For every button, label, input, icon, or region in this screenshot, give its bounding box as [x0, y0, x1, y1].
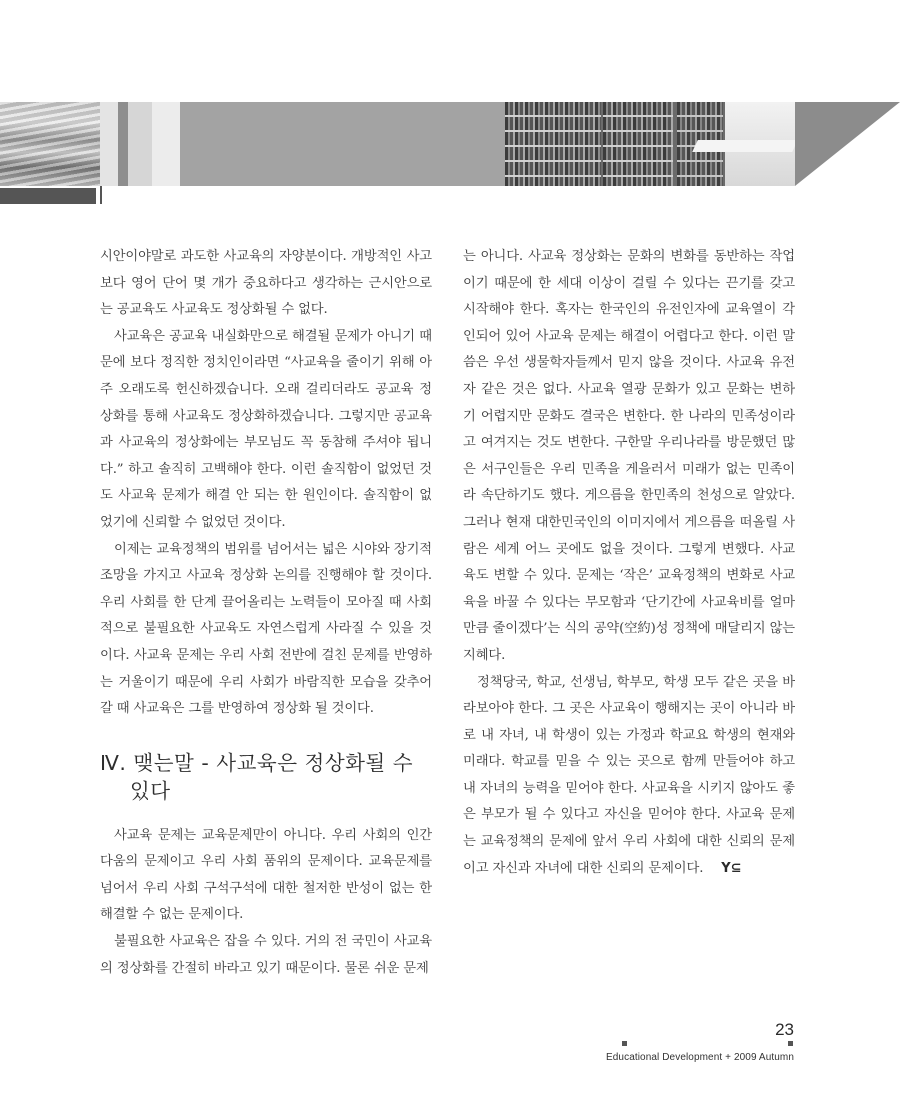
- bookshelf: [603, 102, 673, 186]
- paragraph: 불필요한 사교육은 잡을 수 있다. 거의 전 국민이 사교육의 정상화를 간절히 바라고 있기 때문이다. 물론 쉬운 문제: [100, 934, 432, 976]
- text-column-right: [463, 244, 795, 882]
- banner-corner-triangle: [795, 102, 900, 186]
- publication-footer: Educational Development + 2009 Autumn: [606, 1052, 794, 1063]
- footer-square-icon: [788, 1041, 793, 1046]
- library-photo: [505, 102, 795, 186]
- books-photo: [0, 102, 100, 186]
- banner-stripe: [118, 102, 128, 186]
- library-table: [692, 140, 795, 152]
- banner-tick: [100, 186, 102, 204]
- bookshelf: [505, 102, 601, 186]
- banner-underbar: [0, 188, 96, 204]
- text-column-left: [100, 244, 432, 982]
- paragraph: 사교육은 공교육 내실화만으로 해결될 문제가 아니기 때문에 보다 정직한 정치인이라면 “사교육을 줄이기 위해 아주 오래도록 헌신하겠습니다. 오래 걸리더라도 공교육 정상화를 통해 사교육도 정상화하겠습니다. 그렇지만 공교육과 사교육의 정상화에는 부모님도 꼭 동참해 주셔야 됩니다.” 하고 솔직히 고백해야 한다. 이런 솔직함이 없었던 것도 사교육 문제가 해결 안 되는 한 원인이다. 솔직함이 없었기에 신뢰할 수 없었던 것이다.: [100, 328, 432, 530]
- banner-stripe: [100, 102, 118, 186]
- end-mark-icon: Y⊆: [721, 860, 742, 876]
- paragraph: [463, 670, 795, 883]
- paragraph-text: 정책당국, 학교, 선생님, 학부모, 학생 모두 같은 곳을 바라보아야 한다. 그 곳은 사교육이 행해지는 곳이 아니라 바로 내 자녀, 내 학생이 있는 가정과 학교요 학생의 현재와 미래다. 학교를 믿을 수 있는 곳으로 함께 만들어야 하고 내 자녀의 능력을 믿어야 한다. 사교육을 시키지 않아도 좋은 부모가 될 수 있다고 자신을 믿어야 한다. 사교육 문제는 교육정책의 문제에 앞서 우리 사회에 대한 신뢰의 문제이고 자신과 자녀에 대한 신뢰의 문제이다.: [463, 674, 795, 876]
- paragraph: 이제는 교육정책의 범위를 넘어서는 넓은 시야와 장기적 조망을 가지고 사교육 정상화 논의를 진행해야 할 것이다. 우리 사회를 한 단계 끌어올리는 노력들이 모아질 때 사회적으로 불필요한 사교육도 자연스럽게 사라질 수 있을 것이다. 사교육 문제는 우리 사회 전반에 걸친 문제를 반영하는 거울이기 때문에 우리 사회가 바람직한 모습을 갖추어갈 때 사교육은 그를 반영하여 정상화 될 것이다.: [100, 541, 432, 717]
- page-number: 23: [775, 1020, 794, 1039]
- paragraph: 사교육 문제는 교육문제만이 아니다. 우리 사회의 인간다움의 문제이고 우리 사회 품위의 문제이다. 교육문제를 넘어서 우리 사회 구석구석에 대한 철저한 반성이 없는 한 해결할 수 없는 문제이다.: [100, 827, 432, 923]
- header-banner: [0, 102, 900, 186]
- paragraph: 시안이야말로 과도한 사교육의 자양분이다. 개방적인 사고보다 영어 단어 몇 개가 중요하다고 생각하는 근시안으로는 공교육도 사교육도 정상화될 수 없다.: [100, 249, 432, 318]
- paragraph: 는 아니다. 사교육 정상화는 문화의 변화를 동반하는 작업이기 때문에 한 세대 이상이 걸릴 수 있다는 끈기를 갖고 시작해야 한다. 혹자는 한국인의 유전인자에 교육열이 각인되어 있어 사교육 문제는 해결이 어렵다고 한다. 이런 말씀은 우선 생물학자들께서 믿지 않을 것이다. 사교육 유전자 같은 것은 없다. 사교육 열광 문화가 있고 문화는 변하기 어렵지만 문화도 결국은 변한다. 한 나라의 민족성이라고 여겨지는 것도 변한다. 구한말 우리나라를 방문했던 많은 서구인들은 우리 민족을 게을러서 미래가 없는 민족이라 속단하기도 했다. 게으름을 한민족의 천성으로 알았다. 그러나 현재 대한민국인의 이미지에서 게으름을 떠올릴 사람은 세계 어느 곳에도 없을 것이다. 그렇게 변했다. 사교육도 변할 수 있다. 문제는 ‘작은’ 교육정책의 변화로 사교육을 바꿀 수 있다는 무모함과 ‘단기간에 사교육비를 얼마만큼 줄이겠다’는 식의 공약(空約)성 정책에 매달리지 않는 지혜다.: [463, 249, 795, 663]
- footer-square-icon: [622, 1041, 627, 1046]
- section-heading: Ⅳ. 맺는말 - 사교육은 정상화될 수 있다: [100, 750, 414, 803]
- banner-stripe: [152, 102, 180, 186]
- banner-stripe: [128, 102, 152, 186]
